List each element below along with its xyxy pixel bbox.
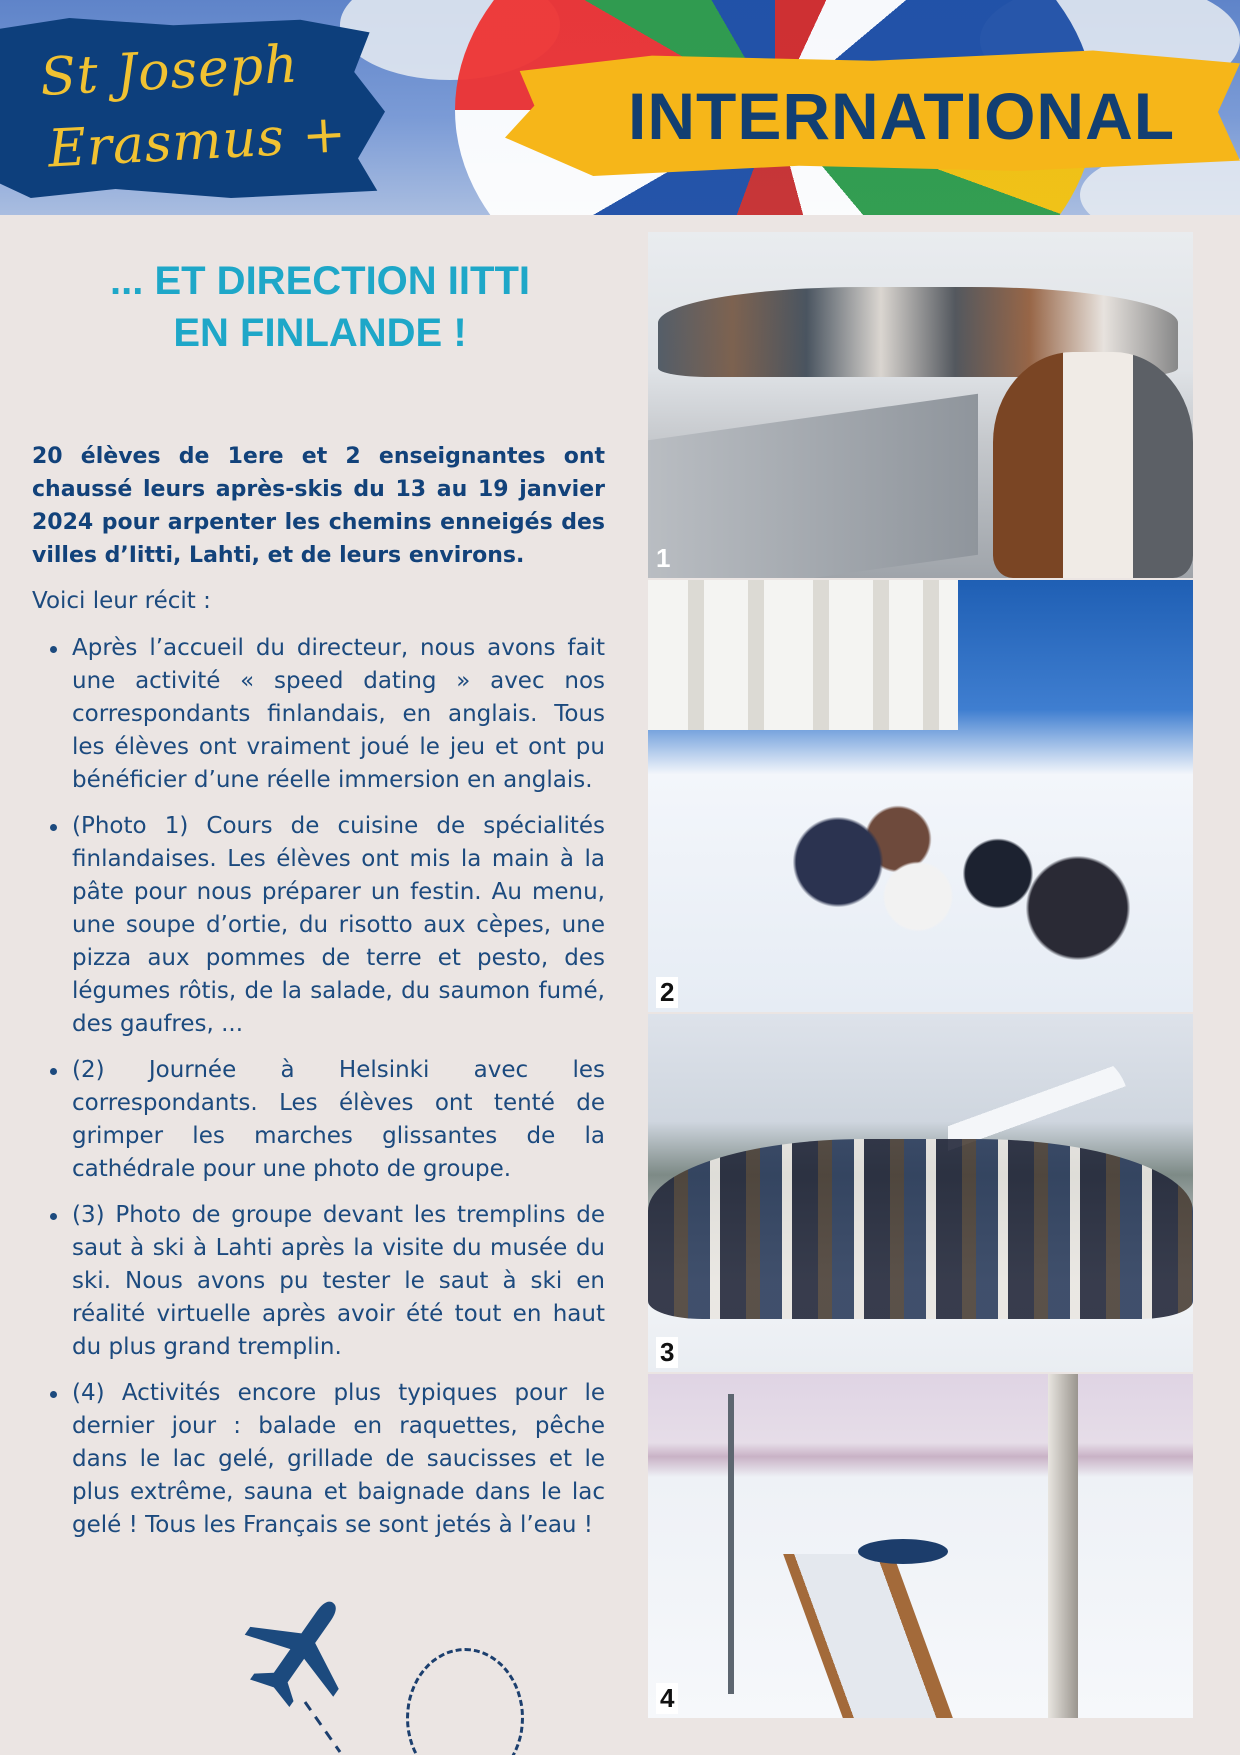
photo-lahti-ski-jumps xyxy=(648,1014,1193,1372)
header-banner xyxy=(0,0,1240,215)
article-title-line-2: EN FINLANDE ! xyxy=(173,311,467,355)
list-item: (4) Activités encore plus typiques pour le dernier jour : balade en raquettes, pêche dans le lac gelé, grillade de saucisses et le plus extrême, sauna et baignade dans le lac gelé ! Tous les Français se sont jetés à l’eau ! xyxy=(32,1377,605,1542)
photo-number: 3 xyxy=(656,1337,678,1368)
photo-number: 2 xyxy=(656,977,678,1008)
logo-line-2: Erasmus + xyxy=(46,104,349,180)
photo-frozen-lake xyxy=(648,1374,1193,1718)
cathedral-column xyxy=(688,580,704,730)
list-item: (3) Photo de groupe devant les tremplins de saut à ski à Lahti après la visite du musée du ski. Nous avons pu tester le saut à ski en réalité virtuelle après avoir été tout en haut du plus grand tremplin. xyxy=(32,1199,605,1364)
article-title-line-1: ... ET DIRECTION IITTI xyxy=(110,259,530,303)
photo-helsinki-cathedral xyxy=(648,580,1193,1012)
article-title xyxy=(32,255,608,359)
logo-line-1: St Joseph xyxy=(38,34,300,108)
cathedral-column xyxy=(748,580,764,730)
article-lead: Voici leur récit : xyxy=(32,588,211,614)
list-item: Après l’accueil du directeur, nous avons fait une activité « speed dating » avec nos correspondants finlandais, en anglais. Tous les élèves ont vraiment joué le jeu et ont pu bénéficier d’une réelle immersion en anglais. xyxy=(32,632,605,797)
photo-number: 1 xyxy=(656,543,671,573)
group-photo-students xyxy=(648,1139,1193,1319)
story-list xyxy=(32,632,605,1555)
cathedral-column xyxy=(873,580,889,730)
students-climbing xyxy=(758,770,1158,1000)
wooden-pier-stairs xyxy=(783,1554,953,1718)
cathedral-column xyxy=(813,580,829,730)
dashed-flight-path xyxy=(300,1700,360,1755)
birch-tree xyxy=(1048,1374,1078,1718)
list-item: (2) Journée à Helsinki avec les correspondants. Les élèves ont tenté de grimper les marches glissantes de la cathédrale pour une photo de groupe. xyxy=(32,1054,605,1186)
article-intro: 20 élèves de 1ere et 2 enseignantes ont chaussé leurs après-skis du 13 au 19 janvier 2024 pour arpenter les chemins enneigés des villes d’Iitti, Lahti, et de leurs environs. xyxy=(32,444,605,568)
school-logo xyxy=(38,26,348,186)
photo-cooking-class xyxy=(648,232,1193,578)
airplane-icon xyxy=(240,1590,360,1710)
section-title: INTERNATIONAL xyxy=(628,79,1176,153)
list-item: (Photo 1) Cours de cuisine de spécialités finlandaises. Les élèves ont mis la main à la pâte pour nous préparer un festin. Au menu, une soupe d’ortie, du risotto aux cèpes, une pizza aux pommes de terre et pesto, des légumes rôtis, de la salade, du saumon fumé, des gaufres, ... xyxy=(32,810,605,1041)
cathedral-column xyxy=(923,580,939,730)
standing-students xyxy=(993,352,1193,578)
kitchen-counter xyxy=(648,394,978,578)
photo-number: 4 xyxy=(656,1683,678,1714)
dashed-loop-decoration xyxy=(406,1648,524,1755)
ice-hole xyxy=(858,1539,948,1564)
lamp-post xyxy=(728,1394,734,1694)
